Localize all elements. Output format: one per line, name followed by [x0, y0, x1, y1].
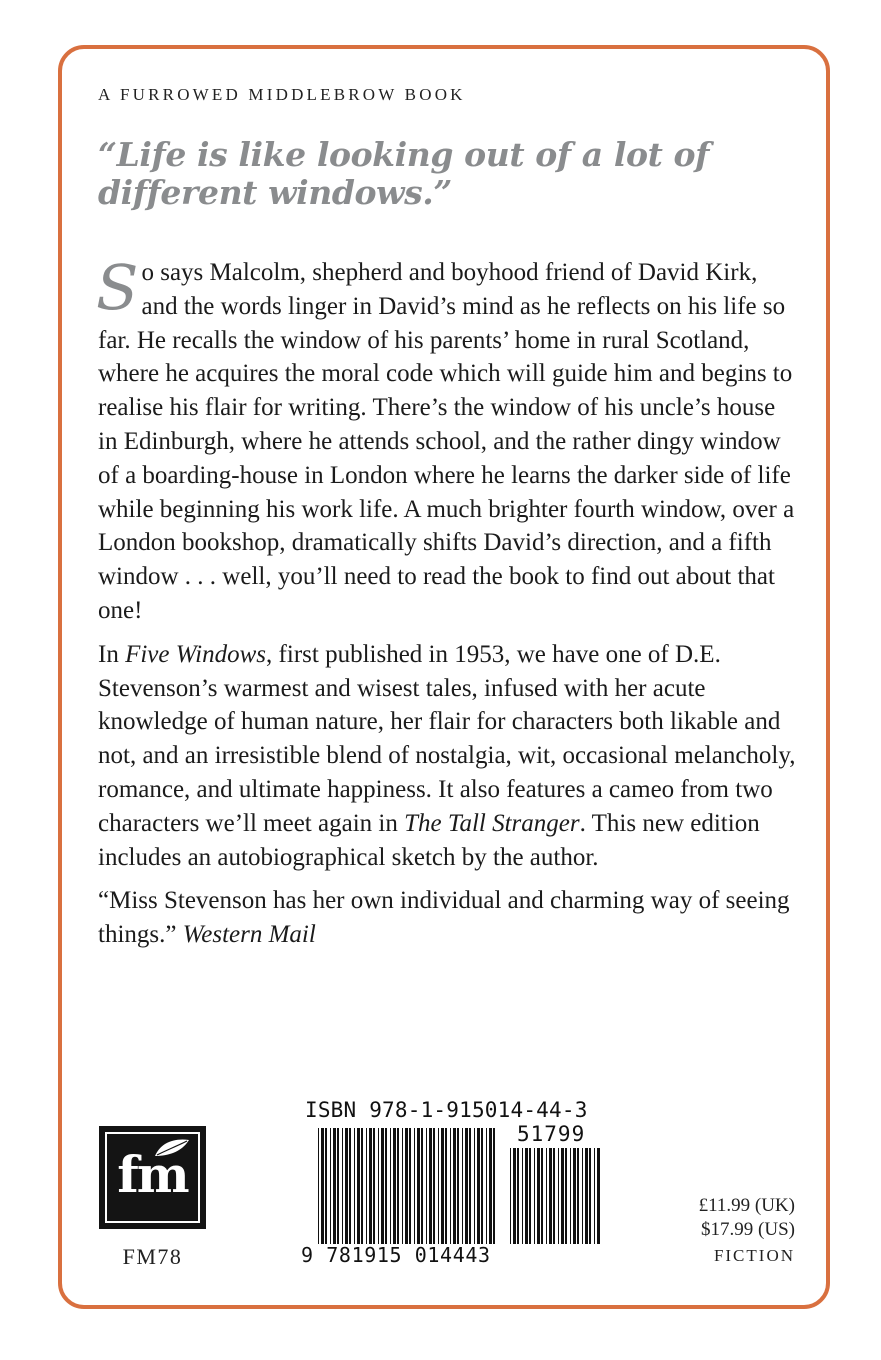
blurb-paragraph-1-text: o says Malcolm, shepherd and boyhood friend of David Kirk, and the words linger in David’s mind as he reflects on his life so far. He recalls the window of his parents’ home in rural Scotland, where he acquires the moral code which will guide him and begins to realise his flair for writing. There’s the window of his uncle’s house in Edinburgh, where he attends school, and the rather dingy window of a boarding-house in London where he learns the darker side of life while beginning his work life. A much brighter fourth window, over a London bookshop, dramatically shifts David’s direction, and a fifth window . . . well, you’ll need to read the book to find out about that one! [98, 259, 795, 624]
blurb-text [96, 251, 798, 962]
price-block [699, 1194, 795, 1242]
blurb-paragraph-2-text-c: . This new edition includes an autobiographical sketch by the author. [98, 809, 760, 871]
barcode-addon-digits: 51799 [517, 1122, 586, 1146]
isbn-label: ISBN 978-1-915014-44-3 [305, 1098, 588, 1122]
series-number: FM78 [122, 1244, 183, 1269]
blurb-paragraph-1 [96, 251, 798, 628]
book-title-tall-stranger: The Tall Stranger [404, 809, 580, 837]
publisher-logo [99, 1126, 206, 1229]
review-quote [98, 884, 798, 952]
drop-cap: S [96, 251, 139, 324]
barcode-ean-digits: 9 781915 014443 [301, 1243, 491, 1267]
review-source: Western Mail [182, 921, 316, 949]
book-title-five-windows: Five Windows [125, 640, 267, 668]
series-line: A FURROWED MIDDLEBROW BOOK [98, 85, 466, 104]
category-label: FICTION [713, 1246, 795, 1265]
blurb-paragraph-2 [98, 638, 798, 875]
publisher-logo-text: fm [117, 1145, 188, 1204]
pull-quote: “Life is like looking out of a lot of different windows.” [98, 135, 709, 212]
blurb-paragraph-2-text-b: , first published in 1953, we have one of D.E. Stevenson’s warmest and wisest tales, infused with her acute knowledge of human nature, her flair for characters both likable and not, and an irresistible blend of nostalgia, wit, occasional melancholy, romance, and ultimate happiness. It also features a cameo from two characters we’ll meet again in [98, 640, 796, 837]
price-us: $17.99 (US) [701, 1219, 795, 1240]
price-uk: £11.99 (UK) [698, 1195, 795, 1216]
review-quote-text: “Miss Stevenson has her own individual and charming way of seeing things.” [98, 887, 790, 949]
blurb-paragraph-2-text-a: In [98, 640, 126, 668]
